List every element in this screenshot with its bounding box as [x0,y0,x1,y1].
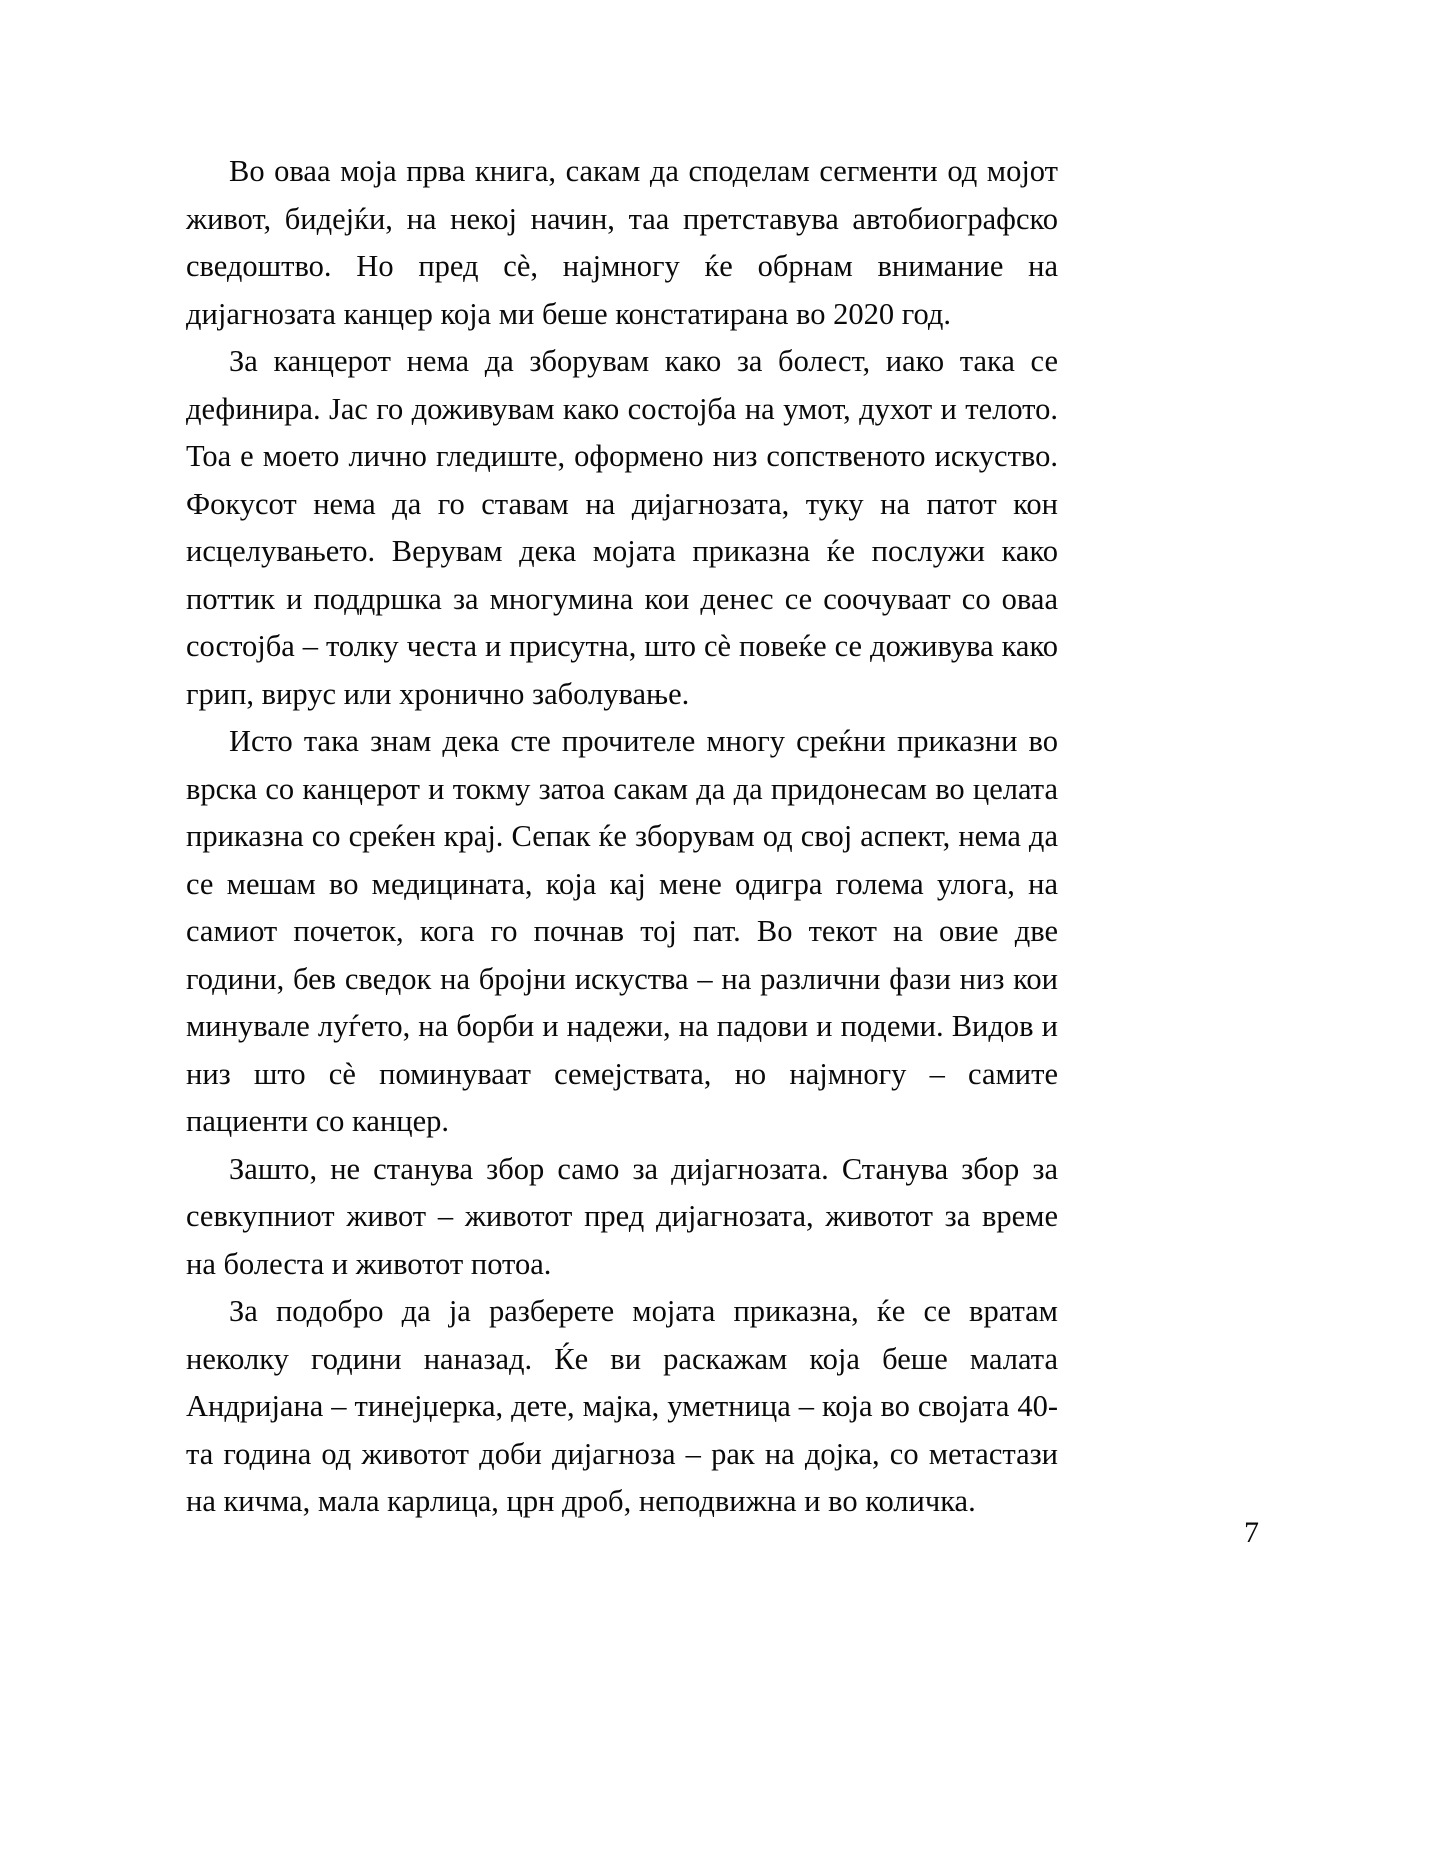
page-body-text [186,148,1058,1526]
body-paragraph-1: Во оваа моја прва книга, сакам да споделам сегменти од мојот живот, бидејќи, на некој начин, таа претставува автобиографско сведоштво. Но пред сѐ, најмногу ќе обрнам внимание на дијагнозата канцер која ми беше констатирана во 2020 год. [186,154,1058,331]
page-number: 7 [1244,1516,1259,1549]
body-paragraph-3: Исто така знам дека сте прочителе многу среќни приказни во врска со канцерот и токму затоа сакам да да придонесам во целата приказна со среќен крај. Сепак ќе зборувам од свој аспект, нема да се мешам во медицината, која кај мене одигра голема улога, на самиот почеток, кога го почнав тој пат. Во текот на овие две години, бев сведок на бројни искуства – на различни фази низ кои минувале луѓето, на борби и надежи, на падови и подеми. Видов и низ што сѐ поминуваат семејствата, но најмногу – самите пациенти со канцер. [186,724,1058,1138]
body-paragraph-2: За канцерот нема да зборувам како за болест, иако така се дефинира. Јас го доживувам како состојба на умот, духот и телото. Тоа е моето лично гледиште, оформено низ сопственото искуство. Фокусот нема да го ставам на дијагнозата, туку на патот кон исцелувањето. Верувам дека мојата приказна ќе послужи како поттик и поддршка за многумина кои денес се соочуваат со оваа состојба – толку честа и присутна, што сѐ повеќе се доживува како грип, вирус или хронично заболување. [186,344,1058,711]
body-paragraph-5: За подобро да ја разберете мојата приказна, ќе се вратам неколку години наназад. Ќе ви раскажам која беше малата Андријана – тинејџерка, дете, мајка, уметница – која во својата 40-та година од животот доби дијагноза – рак на дојка, со метастази на кичма, мала карлица, црн дроб, неподвижна и во количка. [186,1294,1058,1518]
body-paragraph-4: Зашто, не станува збор само за дијагнозата. Станува збор за севкупниот живот – животот пред дијагнозата, животот за време на болеста и животот потоа. [186,1151,1058,1281]
